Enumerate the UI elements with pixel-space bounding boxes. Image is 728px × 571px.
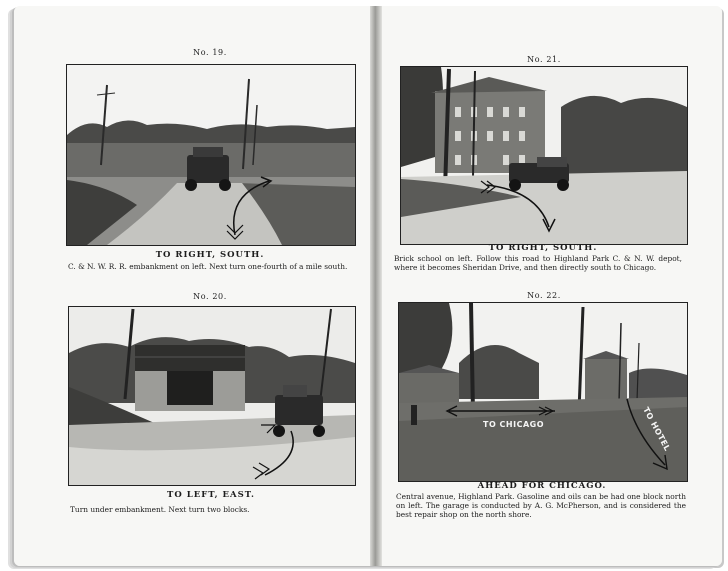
plate-22-caption: AHEAD FOR CHICAGO. — [477, 481, 607, 491]
plate-19-photo — [66, 64, 356, 246]
plate-20-number: No. 20. — [193, 292, 227, 301]
plate-22-description: Central avenue, Highland Park. Gasoline and oils can be had one block north on left. The garage is conducted by A. G. McPherson, and is considered the best repair shop on the north shore. — [396, 492, 686, 519]
plate-20-caption: TO LEFT, EAST. — [167, 490, 255, 500]
book-gutter — [370, 6, 382, 566]
plate-19-number: No. 19. — [193, 48, 227, 57]
plate-20-photo — [68, 306, 356, 486]
plate-20-description: Turn under embankment. Next turn two blocks. — [70, 505, 250, 514]
plate-19-description: C. & N. W. R. R. embankment on left. Next turn one-fourth of a mile south. — [68, 262, 348, 271]
to-chicago-label: TO CHICAGO — [483, 420, 545, 429]
plate-21-caption: TO RIGHT, SOUTH. — [488, 243, 598, 253]
plate-21-number: No. 21. — [527, 55, 561, 64]
plate-21-photo — [400, 66, 688, 245]
plate-22-photo — [398, 302, 688, 482]
plate-22-number: No. 22. — [527, 291, 561, 300]
plate-19-caption: TO RIGHT, SOUTH. — [155, 250, 265, 260]
plate-21-description: Brick school on left. Follow this road to Highland Park C. & N. W. depot, where it becomes Sheridan Drive, and then directly south to Chicago. — [394, 254, 682, 272]
to-hotel-label: TO HOTEL — [641, 405, 672, 453]
